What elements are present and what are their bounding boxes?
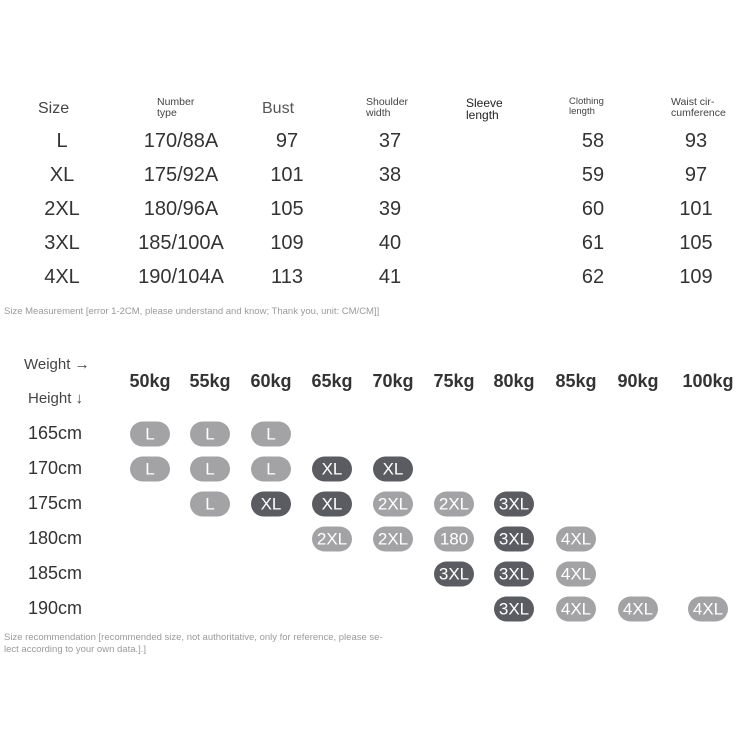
weight-axis-label: Weight → — [24, 356, 90, 373]
size-table-cell-shoulder: 41 — [378, 266, 402, 288]
size-table-cell-waist: 101 — [679, 198, 713, 220]
size-pill: 180 — [434, 527, 474, 552]
header-shoulder-width: Shoulder width — [366, 96, 409, 119]
size-table-cell-bust: 109 — [270, 232, 304, 254]
size-table-cell-number-type: 180/96A — [143, 198, 219, 220]
size-pill: 3XL — [494, 562, 534, 587]
size-pill: L — [190, 457, 230, 482]
size-table-cell-bust: 113 — [271, 266, 303, 288]
size-table-cell-clothing-length: 59 — [581, 164, 605, 186]
size-table-cell-bust: 97 — [275, 130, 299, 152]
size-table-cell-number-type: 170/88A — [143, 130, 219, 152]
size-pill: 3XL — [494, 527, 534, 552]
size-pill: L — [130, 457, 170, 482]
size-pill: 4XL — [556, 527, 596, 552]
height-row-header: 175cm — [28, 493, 83, 513]
weight-column-header: 60kg — [250, 371, 292, 391]
size-table-cell-waist: 93 — [684, 130, 708, 152]
height-axis-label: Height ↓ — [28, 390, 84, 407]
weight-column-header: 65kg — [311, 371, 353, 391]
header-bust: Bust — [262, 100, 295, 117]
size-table-cell-shoulder: 37 — [378, 130, 402, 152]
size-pill: L — [251, 457, 291, 482]
weight-column-header: 75kg — [433, 371, 475, 391]
size-table-cell-size: 4XL — [44, 266, 80, 288]
weight-column-header: 55kg — [189, 371, 231, 391]
size-pill: 3XL — [434, 562, 474, 587]
size-pill: L — [130, 422, 170, 447]
header-size: Size — [38, 100, 70, 117]
size-table-cell-shoulder: 39 — [378, 198, 402, 220]
size-table-cell-waist: 105 — [679, 232, 713, 254]
size-pill: L — [190, 422, 230, 447]
size-table-cell-number-type: 175/92A — [143, 164, 219, 186]
size-pill: 4XL — [556, 597, 596, 622]
size-table-cell-size: XL — [49, 164, 75, 186]
size-pill: XL — [312, 457, 352, 482]
size-table-cell-bust: 105 — [270, 198, 304, 220]
size-table-cell-size: L — [56, 130, 68, 152]
size-pill: 2XL — [312, 527, 352, 552]
size-pill: 2XL — [373, 527, 413, 552]
size-table-cell-shoulder: 38 — [378, 164, 402, 186]
weight-column-header: 80kg — [493, 371, 535, 391]
weight-column-header: 100kg — [682, 371, 734, 391]
size-table-cell-bust: 101 — [270, 164, 304, 186]
size-pill: 3XL — [494, 492, 534, 517]
height-row-header: 185cm — [28, 563, 83, 583]
size-table-cell-waist: 109 — [679, 266, 713, 288]
weight-column-header: 50kg — [129, 371, 171, 391]
height-row-header: 190cm — [28, 598, 83, 618]
height-row-header: 180cm — [28, 528, 83, 548]
weight-column-header: 85kg — [555, 371, 597, 391]
size-table-cell-clothing-length: 61 — [581, 232, 605, 254]
size-recommendation-note: Size recommendation [recommended size, not authoritative, only for reference, please se- lect according to your own data.].] — [4, 632, 383, 655]
weight-column-header: 70kg — [372, 371, 414, 391]
size-pill: L — [251, 422, 291, 447]
size-table-cell-clothing-length: 60 — [581, 198, 605, 220]
size-measurement-note: Size Measurement [error 1-2CM, please understand and know; Thank you, unit: CM/CM]] — [4, 306, 380, 317]
size-pill: XL — [312, 492, 352, 517]
size-pill: XL — [251, 492, 291, 517]
header-number-type: Number type — [157, 96, 195, 119]
size-table-cell-waist: 97 — [684, 164, 708, 186]
size-table-cell-clothing-length: 58 — [581, 130, 605, 152]
size-table-cell-clothing-length: 62 — [581, 266, 605, 288]
size-pill: 3XL — [494, 597, 534, 622]
size-table-cell-size: 3XL — [44, 232, 80, 254]
header-clothing-length: Clothing length — [569, 96, 604, 117]
size-pill: 2XL — [373, 492, 413, 517]
size-table-cell-size: 2XL — [44, 198, 80, 220]
size-pill: 4XL — [688, 597, 728, 622]
size-pill: 2XL — [434, 492, 474, 517]
height-row-header: 170cm — [28, 458, 83, 478]
size-table-cell-number-type: 185/100A — [138, 232, 224, 254]
size-table-cell-number-type: 190/104A — [138, 266, 224, 288]
size-table-cell-shoulder: 40 — [378, 232, 402, 254]
size-pill: XL — [373, 457, 413, 482]
weight-column-header: 90kg — [617, 371, 659, 391]
header-waist-circumference: Waist cir- cumference — [671, 96, 726, 119]
size-pill: 4XL — [556, 562, 596, 587]
size-pill: 4XL — [618, 597, 658, 622]
header-sleeve-length: Sleeve length — [466, 96, 503, 122]
size-pill: L — [190, 492, 230, 517]
height-row-header: 165cm — [28, 423, 83, 443]
